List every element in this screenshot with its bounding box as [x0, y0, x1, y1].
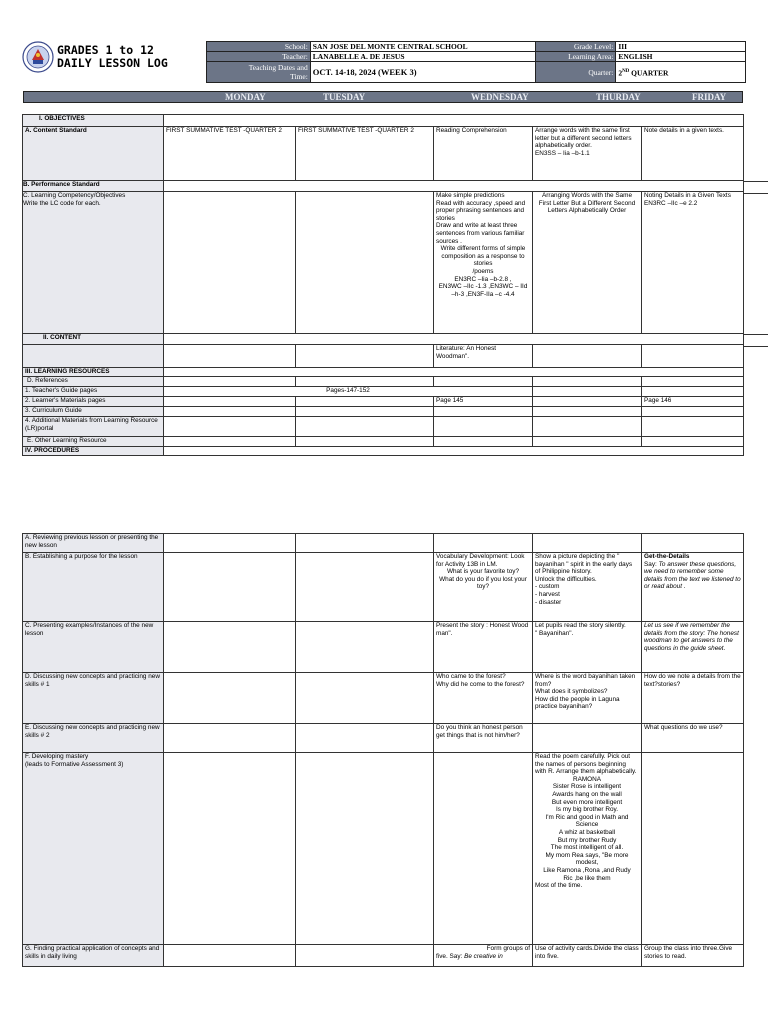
- empty-cell: [296, 377, 434, 387]
- content-standard-label: A. Content Standard: [23, 127, 164, 181]
- empty-cell: [164, 437, 296, 447]
- header-table: [206, 41, 746, 83]
- learning-resources-heading: III. LEARNING RESOURCES: [23, 368, 164, 377]
- content-standard-thursday: Arrange words with the same first letter but a different second letters alphabetically order. EN3SS – Iia –b-1.1: [533, 127, 642, 181]
- empty-cell: [642, 417, 744, 437]
- discussing-2-label: E. Discussing new concepts and practicing new skills # 2: [23, 724, 164, 753]
- content-standard-friday: Note details in a given texts.: [642, 127, 744, 181]
- discussing-1-label: D. Discussing new concepts and practicing new skills # 1: [23, 673, 164, 724]
- examples-thursday: Let pupils read the story silently. " Bayanihan".: [533, 622, 642, 673]
- teachers-guide-label: 1. Teacher's Guide pages: [23, 387, 164, 397]
- curriculum-guide-label: 3. Curriculum Guide: [23, 407, 164, 417]
- quarter-label: Quarter:: [536, 62, 616, 83]
- dates-label-line-2: Time:: [290, 72, 308, 81]
- empty-cell: [164, 368, 744, 377]
- empty-cell: [642, 387, 744, 397]
- quarter-number: 2: [618, 68, 623, 78]
- empty-cell: [533, 387, 642, 397]
- empty-cell: [296, 673, 434, 724]
- empty-cell: [533, 377, 642, 387]
- empty-cell: [434, 417, 533, 437]
- examples-label: C. Presenting examples/Instances of the new lesson: [23, 622, 164, 673]
- empty-cell: [164, 345, 296, 368]
- empty-cell: [164, 417, 296, 437]
- empty-cell: [533, 437, 642, 447]
- application-wednesday-italic: Be creative in: [464, 952, 503, 960]
- procedures-heading: IV. PROCEDURES: [23, 447, 164, 456]
- empty-cell: [164, 534, 296, 553]
- other-resources-label: E. Other Learning Resource: [23, 437, 164, 447]
- teachers-guide-pages: Pages-147-152: [164, 387, 533, 397]
- empty-cell: [164, 447, 744, 456]
- discussing-2-friday: What questions do we use?: [642, 724, 744, 753]
- purpose-wednesday-questions: What is your favorite toy? What do you do if you lost your toy?: [439, 568, 527, 591]
- mastery-thursday: [533, 753, 642, 945]
- dates-value: OCT. 14-18, 2024 (WEEK 3): [310, 62, 536, 83]
- additional-materials-label: 4. Additional Materials from Learning Resource (LR)portal: [23, 417, 164, 437]
- quarter-value: [616, 62, 746, 83]
- empty-cell: [164, 724, 296, 753]
- deped-seal-icon: [22, 41, 54, 73]
- application-label: G. Finding practical application of concepts and skills in daily living: [23, 945, 164, 967]
- extra-cell: [743, 181, 768, 194]
- empty-cell: [296, 534, 434, 553]
- application-wednesday: [434, 945, 533, 967]
- procedures-table: [22, 533, 744, 967]
- empty-cell: [434, 534, 533, 553]
- empty-cell: [164, 192, 296, 334]
- empty-cell: [296, 724, 434, 753]
- empty-cell: [164, 181, 744, 192]
- empty-cell: [164, 945, 296, 967]
- school-value: SAN JOSE DEL MONTE CENTRAL SCHOOL: [310, 42, 536, 52]
- title-line-2: DAILY LESSON LOG: [57, 56, 168, 70]
- content-standard-wednesday: Reading Comprehension: [434, 127, 533, 181]
- references-label: D. References: [23, 377, 164, 387]
- empty-cell: [533, 417, 642, 437]
- empty-cell: [642, 437, 744, 447]
- quarter-suffix: ND: [622, 68, 630, 74]
- empty-cell: [164, 334, 744, 345]
- empty-cell: [164, 622, 296, 673]
- content-heading: II. CONTENT: [23, 334, 164, 345]
- empty-cell: [533, 397, 642, 407]
- reviewing-label: A. Reviewing previous lesson or presenting the new lesson: [23, 534, 164, 553]
- area-label: Learning Area:: [536, 52, 616, 62]
- objectives-heading: I. OBJECTIVES: [23, 115, 164, 127]
- quarter-word: QUARTER: [629, 68, 669, 78]
- purpose-friday-text: To answer these questions, we need to remember some details from the text we listened to or read about .: [644, 560, 741, 591]
- empty-cell: [296, 945, 434, 967]
- discussing-1-thursday: Where is the word bayanihan taken from? What does it symbolizes? How did the people in Laguna practice bayanihan?: [533, 673, 642, 724]
- empty-cell: [434, 437, 533, 447]
- empty-cell: [296, 622, 434, 673]
- learners-materials-label: 2. Learner's Materials pages: [23, 397, 164, 407]
- purpose-wednesday-text: Vocabulary Development: Look for Activity 13B in LM.: [436, 553, 525, 568]
- empty-cell: [296, 407, 434, 417]
- empty-cell: [296, 397, 434, 407]
- teacher-value: LANABELLE A. DE JESUS: [310, 52, 536, 62]
- empty-cell: [434, 377, 533, 387]
- empty-cell: [533, 724, 642, 753]
- discussing-1-friday: How do we note a details from the text?stories?: [642, 673, 744, 724]
- day-thursday: THURDAY: [596, 92, 641, 102]
- purpose-thursday: Show a picture depicting the " bayanihan " spirit in the early days of Philippine history. Unlock the difficulties. - custom - harvest - disaster: [533, 553, 642, 622]
- purpose-friday-title: Get-the-Details: [644, 553, 690, 560]
- day-tuesday: TUESDAY: [323, 92, 366, 102]
- learning-competency-label: C. Learning Competency/Objectives Write the LC code for each.: [23, 192, 164, 334]
- application-thursday: Use of activity cards.Divide the class into five.: [533, 945, 642, 967]
- empty-cell: [434, 407, 533, 417]
- empty-cell: [296, 553, 434, 622]
- empty-cell: [434, 753, 533, 945]
- purpose-wednesday: [434, 553, 533, 622]
- mastery-thursday-intro: Read the poem carefully. Pick out the names of persons beginning with R. Arrange them alphabetically.: [535, 753, 637, 776]
- empty-cell: [533, 534, 642, 553]
- objectives-table: [22, 114, 744, 456]
- content-wednesday: Literature: An Honest Woodman".: [434, 345, 533, 368]
- mastery-label: F. Developing mastery (leads to Formative Assessment 3): [23, 753, 164, 945]
- discussing-2-wednesday: Do you think an honest person get things that is not him/her?: [434, 724, 533, 753]
- empty-cell: [642, 534, 744, 553]
- purpose-friday-say: Say:: [644, 560, 659, 568]
- learners-materials-wednesday: Page 145: [434, 397, 533, 407]
- empty-cell: [642, 345, 744, 368]
- dates-label: [207, 62, 311, 83]
- empty-cell: [533, 345, 642, 368]
- learners-materials-friday: Page 146: [642, 397, 744, 407]
- grade-label: Grade Level:: [536, 42, 616, 52]
- lc-thursday: Arranging Words with the Same First Letter But a Different Second Letters Alphabetically Order: [533, 192, 642, 334]
- application-wednesday-line-1: Form groups of: [486, 945, 530, 952]
- application-wednesday-line-2: five. Say:: [436, 952, 465, 960]
- teacher-label: Teacher:: [207, 52, 311, 62]
- empty-cell: [642, 753, 744, 945]
- page-title: [57, 44, 168, 70]
- empty-cell: [642, 407, 744, 417]
- empty-cell: [164, 115, 744, 127]
- examples-friday: Let us see if we remember the details from the story: The honest woodman to get answers to the questions in the guide sheet.: [642, 622, 744, 673]
- examples-wednesday: Present the story : Honest Wood man".: [434, 622, 533, 673]
- content-standard-tuesday: FIRST SUMMATIVE TEST -QUARTER 2: [296, 127, 434, 181]
- day-wednesday: WEDNESDAY: [471, 92, 529, 102]
- empty-label: [23, 345, 164, 368]
- empty-cell: [164, 397, 296, 407]
- day-monday: MONDAY: [225, 92, 266, 102]
- empty-cell: [296, 753, 434, 945]
- days-header-bar: [23, 91, 743, 103]
- empty-cell: [164, 673, 296, 724]
- lc-friday: Noting Details in a Given Texts EN3RC –IIc –e 2.2: [642, 192, 744, 334]
- empty-cell: [296, 417, 434, 437]
- mastery-thursday-end: Most of the time.: [535, 882, 583, 890]
- empty-cell: [164, 377, 296, 387]
- application-friday: Group the class into three.Give stories to read.: [642, 945, 744, 967]
- empty-cell: [642, 377, 744, 387]
- empty-cell: [164, 753, 296, 945]
- mastery-thursday-poem: RAMONA Sister Rose is intelligent Awards hang on the wall But even more intelligent Is my big brother Roy. I'm Ric and good in Math and Science A whiz at basketball But my brother Rudy The most intelligent of all. My mom Rea says, "Be more modest, Like Ramona ,Rona ,and Rudy Ric ,be like them: [543, 775, 631, 882]
- purpose-friday: [642, 553, 744, 622]
- empty-cell: [533, 407, 642, 417]
- day-friday: FRIDAY: [692, 92, 727, 102]
- empty-cell: [296, 192, 434, 334]
- performance-standard-label: B. Performance Standard: [23, 181, 164, 192]
- purpose-label: B. Establishing a purpose for the lesson: [23, 553, 164, 622]
- grade-value: III: [616, 42, 746, 52]
- area-value: ENGLISH: [616, 52, 746, 62]
- empty-cell: [164, 407, 296, 417]
- title-line-1: GRADES 1 to 12: [57, 43, 154, 57]
- lc-wednesday-text: Make simple predictions Read with accuracy ,speed and proper phrasing sentences and stories Draw and write at least three sentences from various familiar sources .: [436, 192, 526, 245]
- discussing-1-wednesday: Who came to the forest? Why did he come to the forest?: [434, 673, 533, 724]
- lc-wednesday-codes: Write different forms of simple composition as a response to stories /poems EN3RC –Iia –b-2.8 , EN3WC –IIc -1.3 ,EN3WC – IId –h-3 ,EN3F-IIa –c -4.4: [438, 245, 528, 298]
- content-standard-monday: FIRST SUMMATIVE TEST -QUARTER 2: [164, 127, 296, 181]
- empty-cell: [164, 553, 296, 622]
- school-label: School:: [207, 42, 311, 52]
- empty-cell: [296, 437, 434, 447]
- lc-wednesday: [434, 192, 533, 334]
- empty-cell: [296, 345, 434, 368]
- extra-cell: [743, 334, 768, 347]
- dates-label-line-1: Teaching Dates and: [248, 63, 308, 72]
